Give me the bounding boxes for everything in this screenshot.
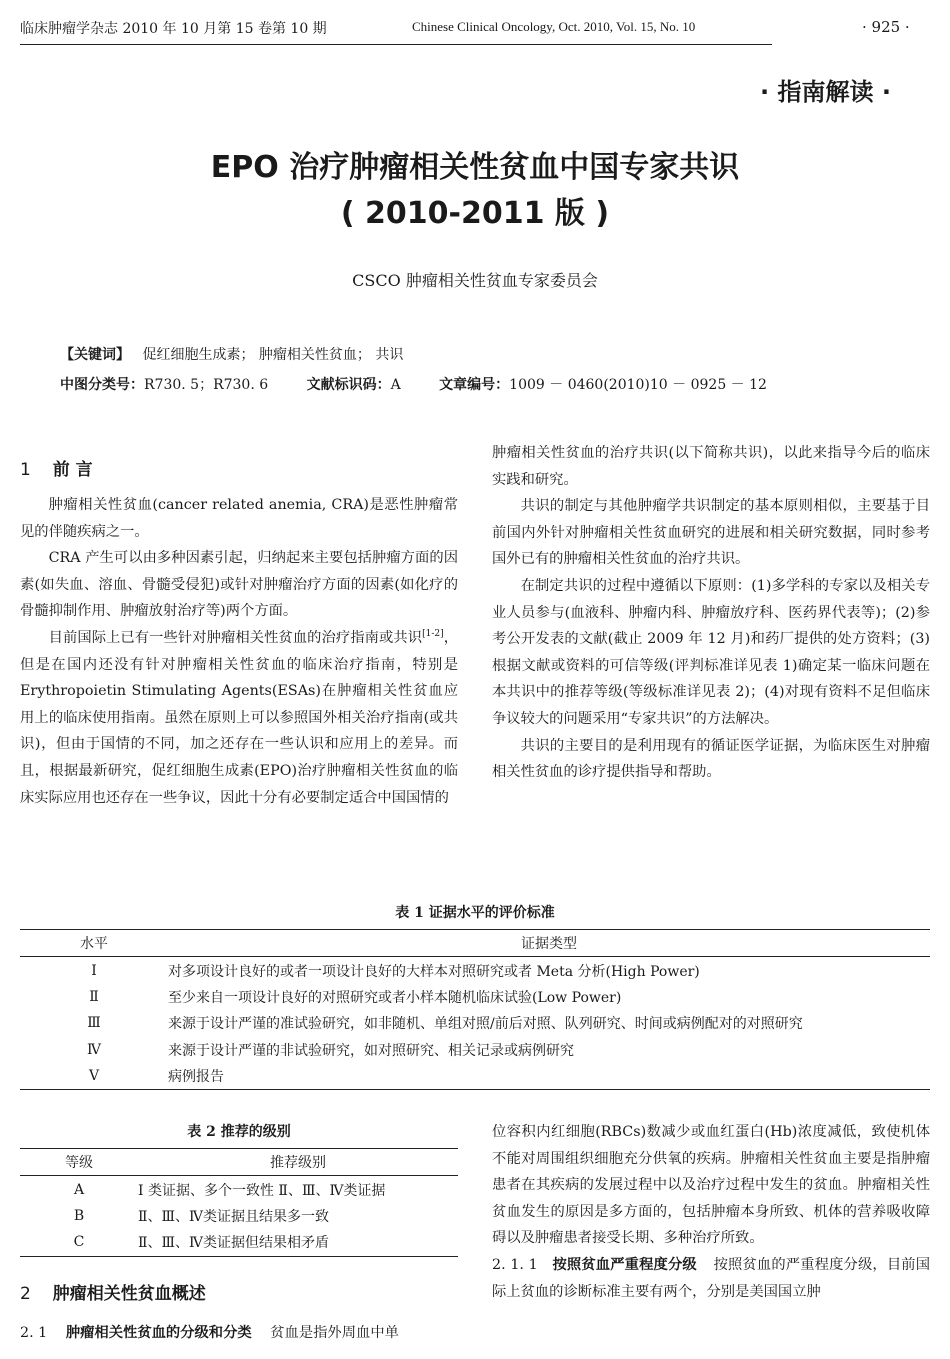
table-header-cell: 推荐级别 [138, 1149, 458, 1176]
paragraph: 2. 1. 1 按照贫血严重程度分级 按照贫血的严重程度分级，目前国际上贫血的诊断标准主要有两个，分别是美国国立肿 [492, 1256, 931, 1300]
table-row [20, 957, 930, 984]
right-column-body [492, 440, 930, 786]
table-header-row [20, 1149, 458, 1176]
table-row [20, 1176, 458, 1203]
keywords-line [60, 344, 403, 364]
table-1-title: 表 1 证据水平的评价标准 [395, 905, 555, 921]
left-column-body [20, 492, 458, 811]
table-row [20, 1203, 458, 1229]
keywords-label: 【关键词】 [60, 347, 130, 363]
table-cell: 来源于设计严谨的非试验研究，如对照研究、相关记录或病例研究 [168, 1042, 574, 1059]
right-column-lower [492, 1119, 930, 1305]
subsection-2-1-line [20, 1322, 399, 1342]
table-cell: A [73, 1181, 85, 1198]
table-cell: 来源于设计严谨的准试验研究，如非随机、单组对照/前后对照、队列研究、时间或病例配对的对照研究 [168, 1016, 803, 1033]
table-row [20, 1037, 930, 1063]
running-header [20, 14, 772, 45]
table-row [20, 1229, 458, 1256]
section-2-title: 肿瘤相关性贫血概述 [52, 1284, 206, 1304]
table-header-cell: 水平 [20, 930, 168, 957]
subsection-2-1-1-title: 按照贫血严重程度分级 [552, 1256, 697, 1273]
keywords-value: 促红细胞生成素； 肿瘤相关性贫血； 共识 [142, 347, 404, 363]
subsection-2-1-1-number: 2. 1. 1 [492, 1256, 538, 1273]
paragraph: 目前国际上已有一些针对肿瘤相关性贫血的治疗指南或共识[1-2]，但是在国内还没有针对肿瘤相关性贫血的临床治疗指南，特别是 Erythropoietin Stimulating Agents(ESAs)在肿瘤相关性贫血应用上的临床使用指南。虽然在原则上可以参照国外相关治疗指南(或共识)，但由于国情的不同，加之还存在一些认识和应用上的差异。而且，根据最新研究，促红细胞生成素(EPO)治疗肿瘤相关性贫血的临床实际应用也还存在一些争议，因此十分有必要制定适合中国国情的 [20, 629, 459, 806]
table-cell: Ⅰ 类证据、多个一致性 Ⅱ、Ⅲ、Ⅳ类证据 [138, 1182, 386, 1199]
table-row [20, 984, 930, 1010]
doc-code-label: 文献标识码： [306, 377, 391, 393]
article-no-label: 文章编号： [439, 377, 510, 393]
section-2-number: 2 [20, 1284, 31, 1304]
column-tag: · 指南解读 · [760, 78, 891, 106]
table-cell: C [73, 1234, 85, 1251]
paragraph: 共识的主要目的是利用现有的循证医学证据，为临床医生对肿瘤相关性贫血的诊疗提供指导和帮助。 [492, 737, 930, 781]
table-2-title: 表 2 推荐的级别 [187, 1124, 291, 1140]
paragraph: 共识的制定与其他肿瘤学共识制定的基本原则相似，主要基于目前国内外针对肿瘤相关性贫血研究的进展和相关研究数据，同时参考国外已有的肿瘤相关性贫血的治疗共识。 [492, 498, 930, 568]
table-cell: 病例报告 [168, 1069, 224, 1086]
table-cell: Ⅰ [91, 962, 97, 979]
subsection-2-1-text: 贫血是指外周血中单 [270, 1325, 399, 1341]
doc-code-value: A [390, 377, 401, 393]
section-1-number: 1 [20, 460, 31, 480]
author-line: CSCO 肿瘤相关性贫血专家委员会 [352, 271, 598, 290]
table-cell: Ⅳ [87, 1041, 101, 1058]
table-cell: 至少来自一项设计良好的对照研究或者小样本随机临床试验(Low Power) [168, 989, 622, 1006]
table-cell: B [73, 1207, 85, 1224]
clc-value: R730. 5；R730. 6 [144, 377, 269, 393]
table-row [20, 1063, 930, 1090]
table-cell: Ⅱ、Ⅲ、Ⅳ类证据但结果相矛盾 [138, 1235, 330, 1252]
section-2-heading [20, 1279, 206, 1304]
table-cell: Ⅲ [87, 1015, 101, 1032]
table-row [20, 1010, 930, 1036]
subsection-2-1-title: 肿瘤相关性贫血的分级和分类 [65, 1325, 252, 1341]
paragraph: 在制定共识的过程中遵循以下原则：(1)多学科的专家以及相关专业人员参与(血液科、肿瘤内科、肿瘤放疗科、医药界代表等)；(2)参考公开发表的文献(截止 2009 年 12 月)和药厂提供的处方资料；(3)根据文献或资料的可信等级(评判标准详见表 1)确定某一临床问题在本共识中的推荐等级(等级标准详见表 2)；(4)对现有资料不足但临床争议较大的问题采用“专家共识”的方法解决。 [492, 577, 930, 727]
article-no-value: 1009 － 0460(2010)10 － 0925 － 12 [509, 377, 767, 393]
table-header-cell: 等级 [20, 1149, 138, 1176]
journal-name-en: Chinese Clinical Oncology, Oct. 2010, Vol. 15, No. 10 [412, 19, 696, 34]
paragraph: 肿瘤相关性贫血的治疗共识(以下简称共识)，以此来指导今后的临床实践和研究。 [492, 445, 930, 488]
table-cell: Ⅱ [89, 988, 99, 1005]
paragraph: 位容积内红细胞(RBCs)数减少或血红蛋白(Hb)浓度减低，致使机体不能对周围组织细胞充分供氧的疾病。肿瘤相关性贫血主要是指肿瘤患者在其疾病的发展过程中以及治疗过程中发生的贫血。肿瘤相关性贫血发生的原因是多方面的，包括肿瘤本身所致、机体的营养吸收障碍以及肿瘤患者接受长期、多种治疗所致。 [492, 1124, 930, 1247]
table-header-row [20, 930, 930, 957]
table-cell: Ⅱ、Ⅲ、Ⅳ类证据且结果多一致 [138, 1208, 330, 1225]
citation-ref: [1-2] [422, 629, 444, 640]
section-1-title: 前 言 [52, 460, 93, 480]
journal-name: 临床肿瘤学杂志 2010 年 10 月第 15 卷第 10 期 [20, 21, 327, 37]
classification-line [60, 374, 767, 394]
article-title-edition: ( 2010-2011 版 ) [340, 196, 610, 231]
clc-label: 中图分类号： [60, 377, 144, 393]
paragraph: CRA 产生可以由多种因素引起，归纳起来主要包括肿瘤方面的因素(如失血、溶血、骨髓受侵犯)或针对肿瘤治疗方面的因素(如化疗的骨髓抑制作用、肿瘤放射治疗等)两个方面。 [20, 550, 458, 620]
table-header-cell: 证据类型 [168, 930, 930, 957]
page-number: · 925 · [862, 18, 910, 36]
subsection-2-1-number: 2. 1 [20, 1325, 48, 1341]
section-1-heading [20, 455, 93, 480]
table-1 [20, 929, 930, 1090]
table-cell: Ⅴ [88, 1068, 100, 1085]
table-cell: 对多项设计良好的或者一项设计良好的大样本对照研究或者 Meta 分析(High Power) [168, 963, 700, 980]
table-2 [20, 1148, 458, 1257]
article-title: EPO 治疗肿瘤相关性贫血中国专家共识 [210, 150, 740, 185]
paragraph: 肿瘤相关性贫血(cancer related anemia, CRA)是恶性肿瘤常见的伴随疾病之一。 [20, 497, 458, 540]
